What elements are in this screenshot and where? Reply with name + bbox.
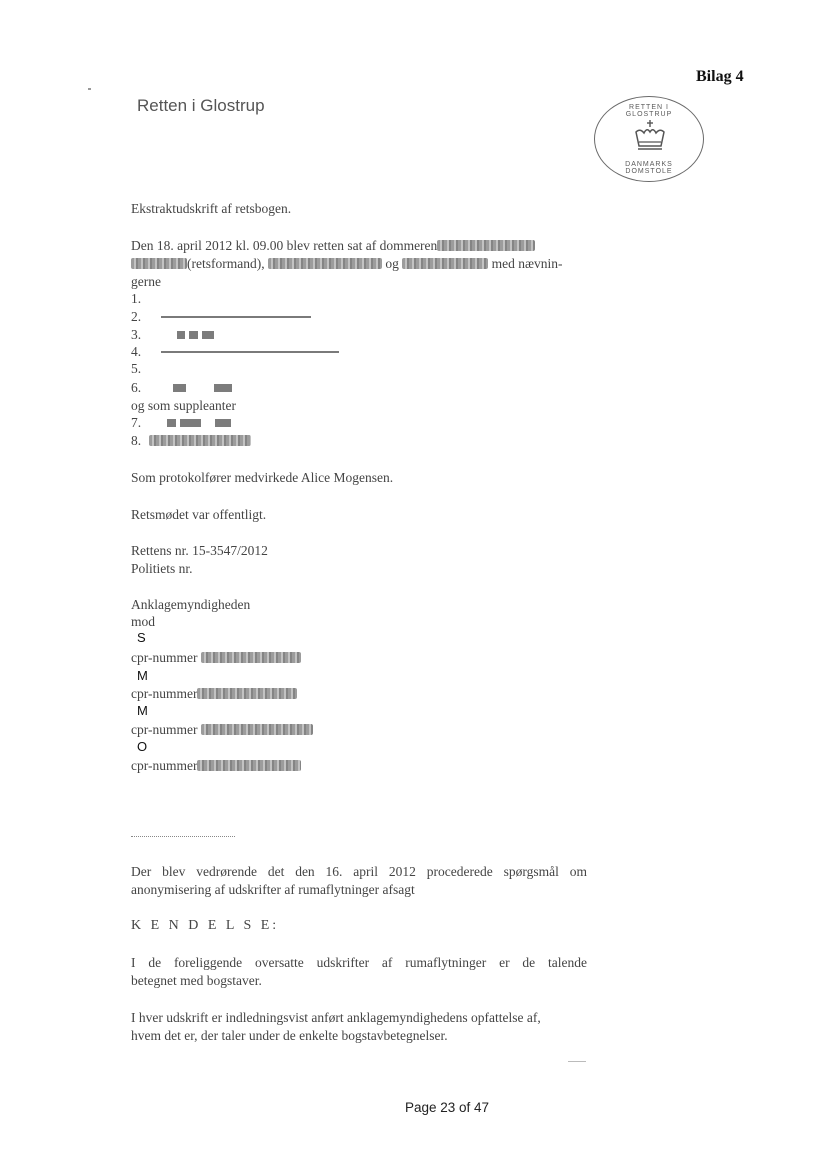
defendant-initial: M xyxy=(137,668,148,683)
dotted-separator xyxy=(131,836,235,837)
redaction xyxy=(149,435,251,446)
defendant-cpr: cpr-nummer xyxy=(131,758,301,774)
redaction xyxy=(173,384,186,392)
redaction xyxy=(177,331,185,339)
public-line: Retsmødet var offentligt. xyxy=(131,507,267,522)
scan-speck xyxy=(568,1061,586,1062)
opening-line-1: Den 18. april 2012 kl. 09.00 blev retten sat af dommeren xyxy=(131,238,535,254)
clerk-line: Som protokolfører medvirkede Alice Mogensen. xyxy=(131,470,394,485)
redaction xyxy=(215,419,231,427)
juror-item: 2. xyxy=(131,309,311,325)
paragraph-3-line-1: I hver udskrift er indledningsvist anført anklagemyndighedens opfattelse af, xyxy=(131,1010,541,1025)
opening-line-3: gerne xyxy=(131,274,161,289)
scan-speck xyxy=(88,88,91,90)
versus-label: mod xyxy=(131,614,156,629)
juror-item: 6. xyxy=(131,380,236,396)
juror-item: 5. xyxy=(131,361,142,376)
paragraph-3-line-2: hvem det er, der taler under de enkelte bogstavbetegnelser. xyxy=(131,1028,448,1043)
defendant-cpr: cpr-nummer xyxy=(131,650,301,666)
paragraph-1-line-1: Der blev vedrørende det den 16. april 2012 procederede spørgsmål om xyxy=(131,864,587,879)
alternate-item: 7. xyxy=(131,415,235,431)
paragraph-2-line-1: I de foreliggende oversatte udskrifter af rumaflytninger er de talende xyxy=(131,955,587,970)
redaction xyxy=(189,331,198,339)
court-name: Retten i Glostrup xyxy=(137,96,265,115)
seal-bottom-text: DANMARKS DOMSTOLE xyxy=(625,161,673,175)
redaction xyxy=(161,316,311,318)
opening-line-2: (retsformand), og med nævnin- xyxy=(131,256,562,272)
defendant-cpr: cpr-nummer xyxy=(131,686,297,702)
paragraph-1-line-2: anonymisering af udskrifter af rumaflytninger afsagt xyxy=(131,882,415,897)
redaction xyxy=(131,258,187,269)
defendant-initial: M xyxy=(137,703,148,718)
appendix-label: Bilag 4 xyxy=(696,68,744,85)
redaction xyxy=(201,652,301,663)
crown-icon xyxy=(630,118,670,154)
ruling-heading: K E N D E L S E: xyxy=(131,918,280,933)
case-number: Rettens nr. 15-3547/2012 xyxy=(131,543,268,558)
redaction xyxy=(437,240,535,251)
page-number: Page 23 of 47 xyxy=(404,1100,490,1115)
juror-item: 3. xyxy=(131,327,218,343)
redaction xyxy=(197,760,301,771)
seal-top-text: RETTEN I GLOSTRUP xyxy=(625,104,673,118)
redaction xyxy=(202,331,214,339)
redaction xyxy=(268,258,382,269)
paragraph-2-line-2: betegnet med bogstaver. xyxy=(131,973,262,988)
redaction xyxy=(201,724,313,735)
police-number: Politiets nr. xyxy=(131,561,193,576)
defendant-initial: S xyxy=(137,630,146,645)
prosecution-label: Anklagemyndigheden xyxy=(131,597,251,612)
juror-item: 4. xyxy=(131,344,339,360)
redaction xyxy=(167,419,176,427)
redaction xyxy=(197,688,297,699)
document-title: Ekstraktudskrift af retsbogen. xyxy=(131,201,292,216)
court-seal xyxy=(594,96,706,184)
defendant-initial: O xyxy=(137,739,148,754)
alternates-label: og som suppleanter xyxy=(131,398,236,413)
redaction xyxy=(214,384,232,392)
juror-item: 1. xyxy=(131,291,142,306)
redaction xyxy=(180,419,201,427)
redaction xyxy=(402,258,488,269)
defendant-cpr: cpr-nummer xyxy=(131,722,313,738)
alternate-item: 8. xyxy=(131,433,251,449)
redaction xyxy=(161,351,339,353)
